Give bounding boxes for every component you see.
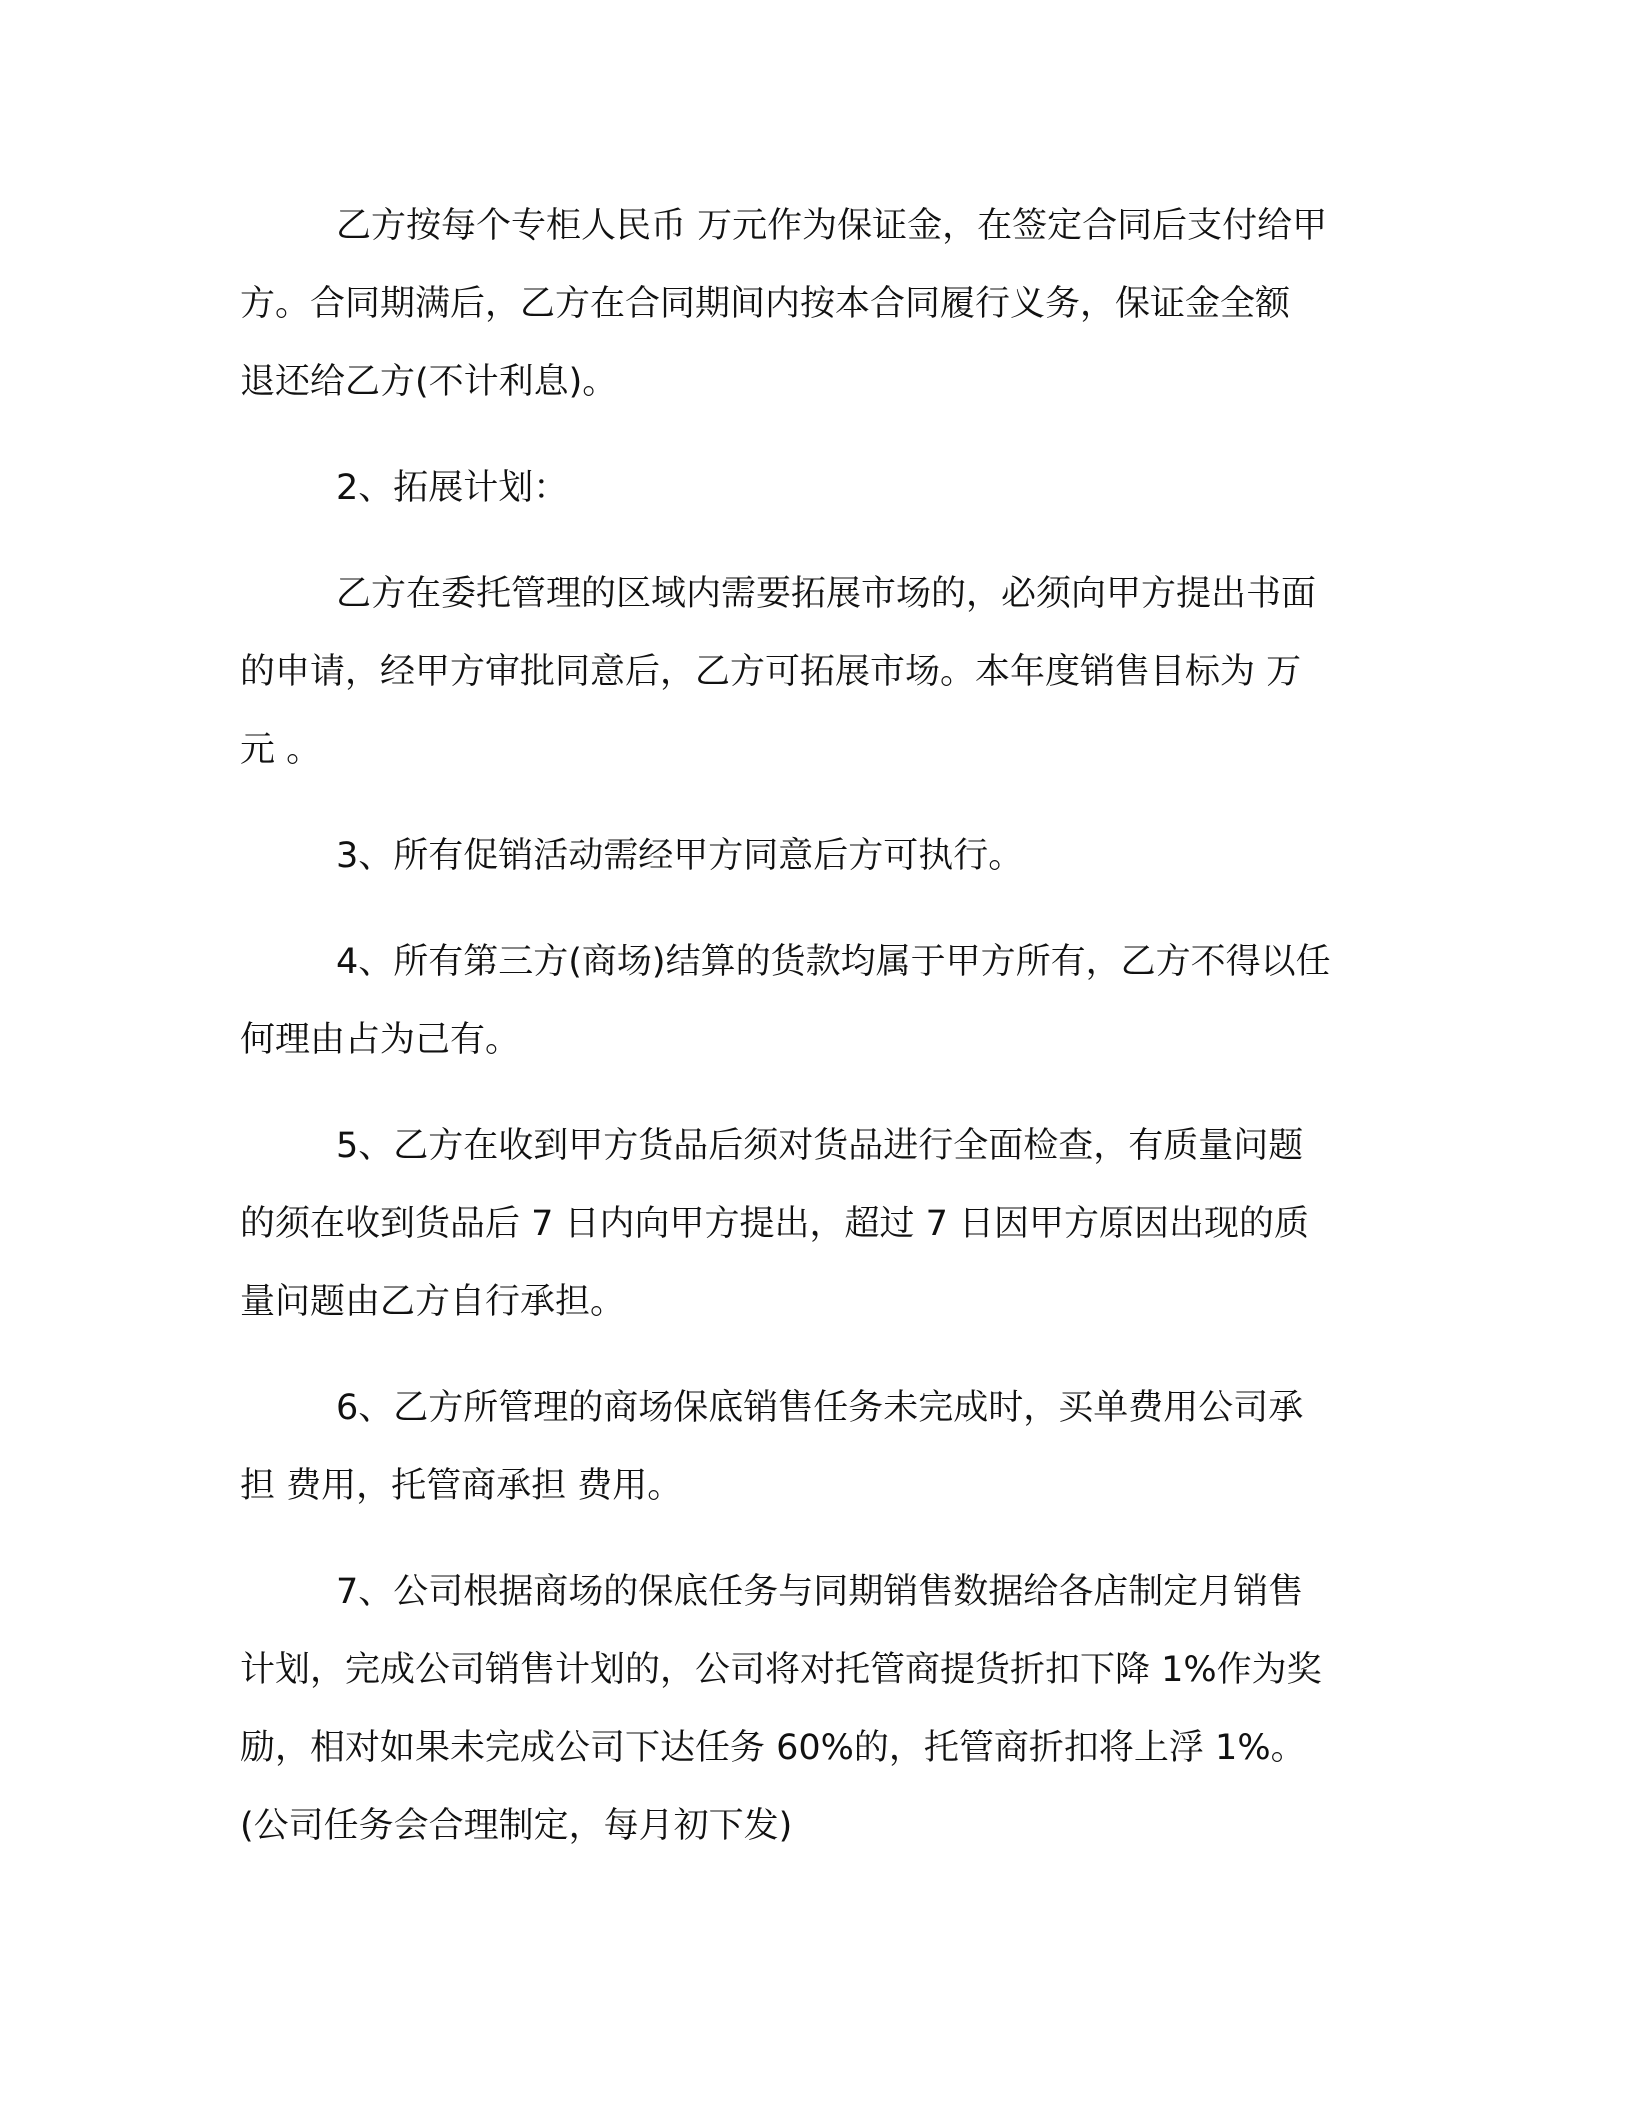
text-line: 量问题由乙方自行承担。 [240, 1282, 626, 1322]
clause-5 [240, 1107, 1390, 1341]
paragraph-expansion [240, 555, 1390, 789]
section-heading-expansion [240, 449, 1390, 527]
text-line: 乙方在委托管理的区域内需要拓展市场的，必须向甲方提出书面 [336, 574, 1317, 614]
text-line: 方。合同期满后，乙方在合同期间内按本合同履行义务，保证金全额 [240, 284, 1291, 324]
text-line: (公司任务会合理制定，每月初下发) [240, 1806, 793, 1846]
text-line: 5、乙方在收到甲方货品后须对货品进行全面检查，有质量问题 [336, 1126, 1304, 1166]
text-line: 3、所有促销活动需经甲方同意后方可执行。 [336, 836, 1024, 876]
text-line: 担 费用，托管商承担 费用。 [240, 1466, 683, 1506]
text-line: 计划，完成公司销售计划的，公司将对托管商提货折扣下降 1%作为奖 [240, 1650, 1322, 1690]
text-line: 7、公司根据商场的保底任务与同期销售数据给各店制定月销售 [336, 1572, 1304, 1612]
text-line: 何理由占为己有。 [240, 1020, 521, 1060]
text-line: 6、乙方所管理的商场保底销售任务未完成时，买单费用公司承 [336, 1388, 1304, 1428]
document-body [240, 187, 1390, 1865]
clause-6 [240, 1369, 1390, 1525]
text-line: 2、拓展计划： [336, 468, 569, 508]
text-line: 励，相对如果未完成公司下达任务 60%的，托管商折扣将上浮 1%。 [240, 1728, 1306, 1768]
text-line: 元 。 [240, 730, 322, 770]
text-line: 的申请，经甲方审批同意后，乙方可拓展市场。本年度销售目标为 万 [240, 652, 1302, 692]
text-line: 的须在收到货品后 7 日内向甲方提出，超过 7 日因甲方原因出现的质 [240, 1204, 1310, 1244]
paragraph-deposit [240, 187, 1390, 421]
clause-4 [240, 923, 1390, 1079]
clause-3 [240, 817, 1390, 895]
text-line: 乙方按每个专柜人民币 万元作为保证金，在签定合同后支付给甲 [336, 206, 1328, 246]
text-line: 4、所有第三方(商场)结算的货款均属于甲方所有，乙方不得以任 [336, 942, 1331, 982]
clause-7 [240, 1553, 1390, 1865]
text-line: 退还给乙方(不计利息)。 [240, 362, 618, 402]
